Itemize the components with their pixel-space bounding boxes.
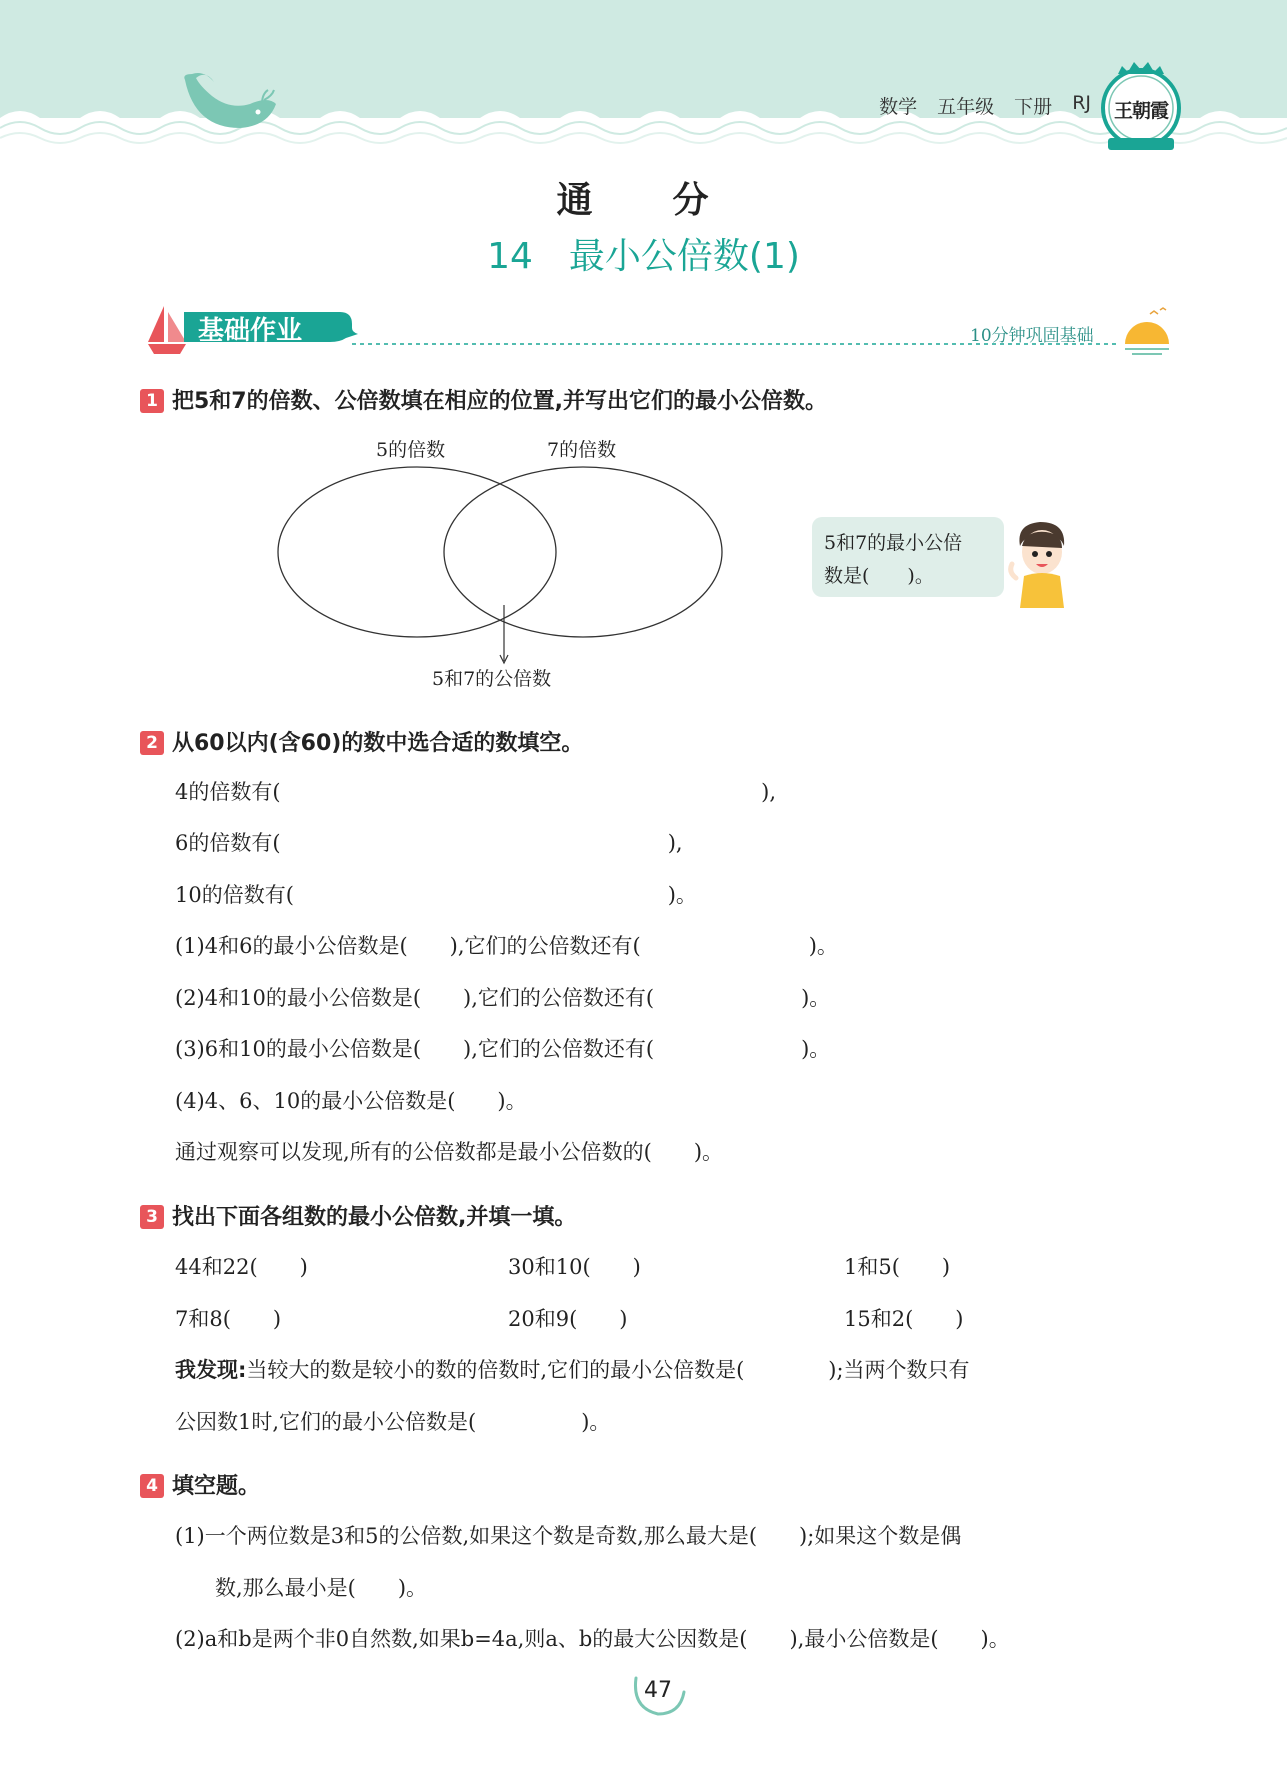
header-wave-background bbox=[0, 0, 1287, 160]
discovery-label: 我发现: bbox=[175, 1358, 247, 1382]
bubble-line-1: 5和7的最小公倍 bbox=[824, 532, 963, 554]
venn-circle-right bbox=[444, 467, 722, 637]
q4-line-1: (1)一个两位数是3和5的公倍数,如果这个数是奇数,那么最大是( );如果这个数是偶 bbox=[175, 1524, 962, 1548]
cartoon-boy-icon bbox=[1006, 516, 1078, 610]
lesson-title: 14 最小公倍数(1) bbox=[487, 236, 800, 277]
q3-discovery-line-1 bbox=[175, 1354, 970, 1384]
edition-label: RJ bbox=[1072, 92, 1091, 114]
q3-item-1: 44和22( ) bbox=[175, 1255, 308, 1279]
q2-line-2: 6的倍数有( ), bbox=[175, 831, 683, 855]
bubble-line-2: 数是( )。 bbox=[824, 565, 934, 587]
q3-item-6: 15和2( ) bbox=[844, 1307, 964, 1331]
section-label: 基础作业 bbox=[198, 316, 303, 346]
question-text: 把5和7的倍数、公倍数填在相应的位置,并写出它们的最小公倍数。 bbox=[172, 389, 827, 414]
q2-line-6: (3)6和10的最小公倍数是( ),它们的公倍数还有( )。 bbox=[175, 1037, 831, 1061]
sunset-icon bbox=[1125, 308, 1169, 354]
question-number: 2 bbox=[140, 731, 164, 755]
question-number: 4 bbox=[140, 1474, 164, 1498]
book-info bbox=[879, 92, 1091, 119]
discovery-text: 当较大的数是较小的数的倍数时,它们的最小公倍数是( );当两个数只有 bbox=[246, 1358, 970, 1382]
question-text: 从60以内(含60)的数中选合适的数填空。 bbox=[172, 731, 584, 756]
question-number: 1 bbox=[140, 389, 164, 413]
q2-line-4: (1)4和6的最小公倍数是( ),它们的公倍数还有( )。 bbox=[175, 934, 838, 958]
sailboat-icon bbox=[148, 306, 186, 354]
venn-label-left: 5的倍数 bbox=[376, 439, 446, 461]
question-3 bbox=[140, 1200, 576, 1231]
question-2 bbox=[140, 726, 583, 757]
q4-line-1b: 数,那么最小是( )。 bbox=[215, 1576, 428, 1600]
q3-item-3: 1和5( ) bbox=[844, 1255, 951, 1279]
q3-discovery-line-2: 公因数1时,它们的最小公倍数是( )。 bbox=[175, 1410, 611, 1434]
chapter-title: 通 分 bbox=[556, 180, 731, 221]
venn-diagram bbox=[270, 425, 750, 700]
question-1 bbox=[140, 384, 827, 415]
speech-bubble bbox=[812, 517, 1004, 597]
page-number bbox=[628, 1668, 688, 1718]
question-text: 找出下面各组数的最小公倍数,并填一填。 bbox=[172, 1205, 577, 1230]
volume-label: 下册 bbox=[1014, 96, 1053, 118]
q2-line-3: 10的倍数有( )。 bbox=[175, 883, 697, 907]
q2-line-1: 4的倍数有( ), bbox=[175, 780, 777, 804]
subject-label: 数学 bbox=[879, 96, 918, 118]
venn-circle-left bbox=[278, 467, 556, 637]
question-4 bbox=[140, 1469, 260, 1500]
q3-item-2: 30和10( ) bbox=[508, 1255, 641, 1279]
brand-logo bbox=[1098, 58, 1184, 154]
q4-line-2: (2)a和b是两个非0自然数,如果b=4a,则a、b的最大公因数是( ),最小公倍数是( )。 bbox=[175, 1627, 1010, 1651]
grade-label: 五年级 bbox=[937, 96, 995, 118]
brand-name: 王朝霞 bbox=[1113, 100, 1168, 122]
q2-line-7: (4)4、6、10的最小公倍数是( )。 bbox=[175, 1089, 527, 1113]
question-text: 填空题。 bbox=[172, 1474, 261, 1499]
q3-item-4: 7和8( ) bbox=[175, 1307, 282, 1331]
q2-line-8: 通过观察可以发现,所有的公倍数都是最小公倍数的( )。 bbox=[175, 1140, 724, 1164]
question-number: 3 bbox=[140, 1205, 164, 1229]
venn-label-common: 5和7的公倍数 bbox=[432, 668, 552, 690]
venn-label-right: 7的倍数 bbox=[547, 439, 617, 461]
q2-line-5: (2)4和10的最小公倍数是( ),它们的公倍数还有( )。 bbox=[175, 986, 831, 1010]
q3-item-5: 20和9( ) bbox=[508, 1307, 628, 1331]
page-number-text: 47 bbox=[644, 1678, 672, 1703]
section-note: 10分钟巩固基础 bbox=[970, 326, 1094, 346]
